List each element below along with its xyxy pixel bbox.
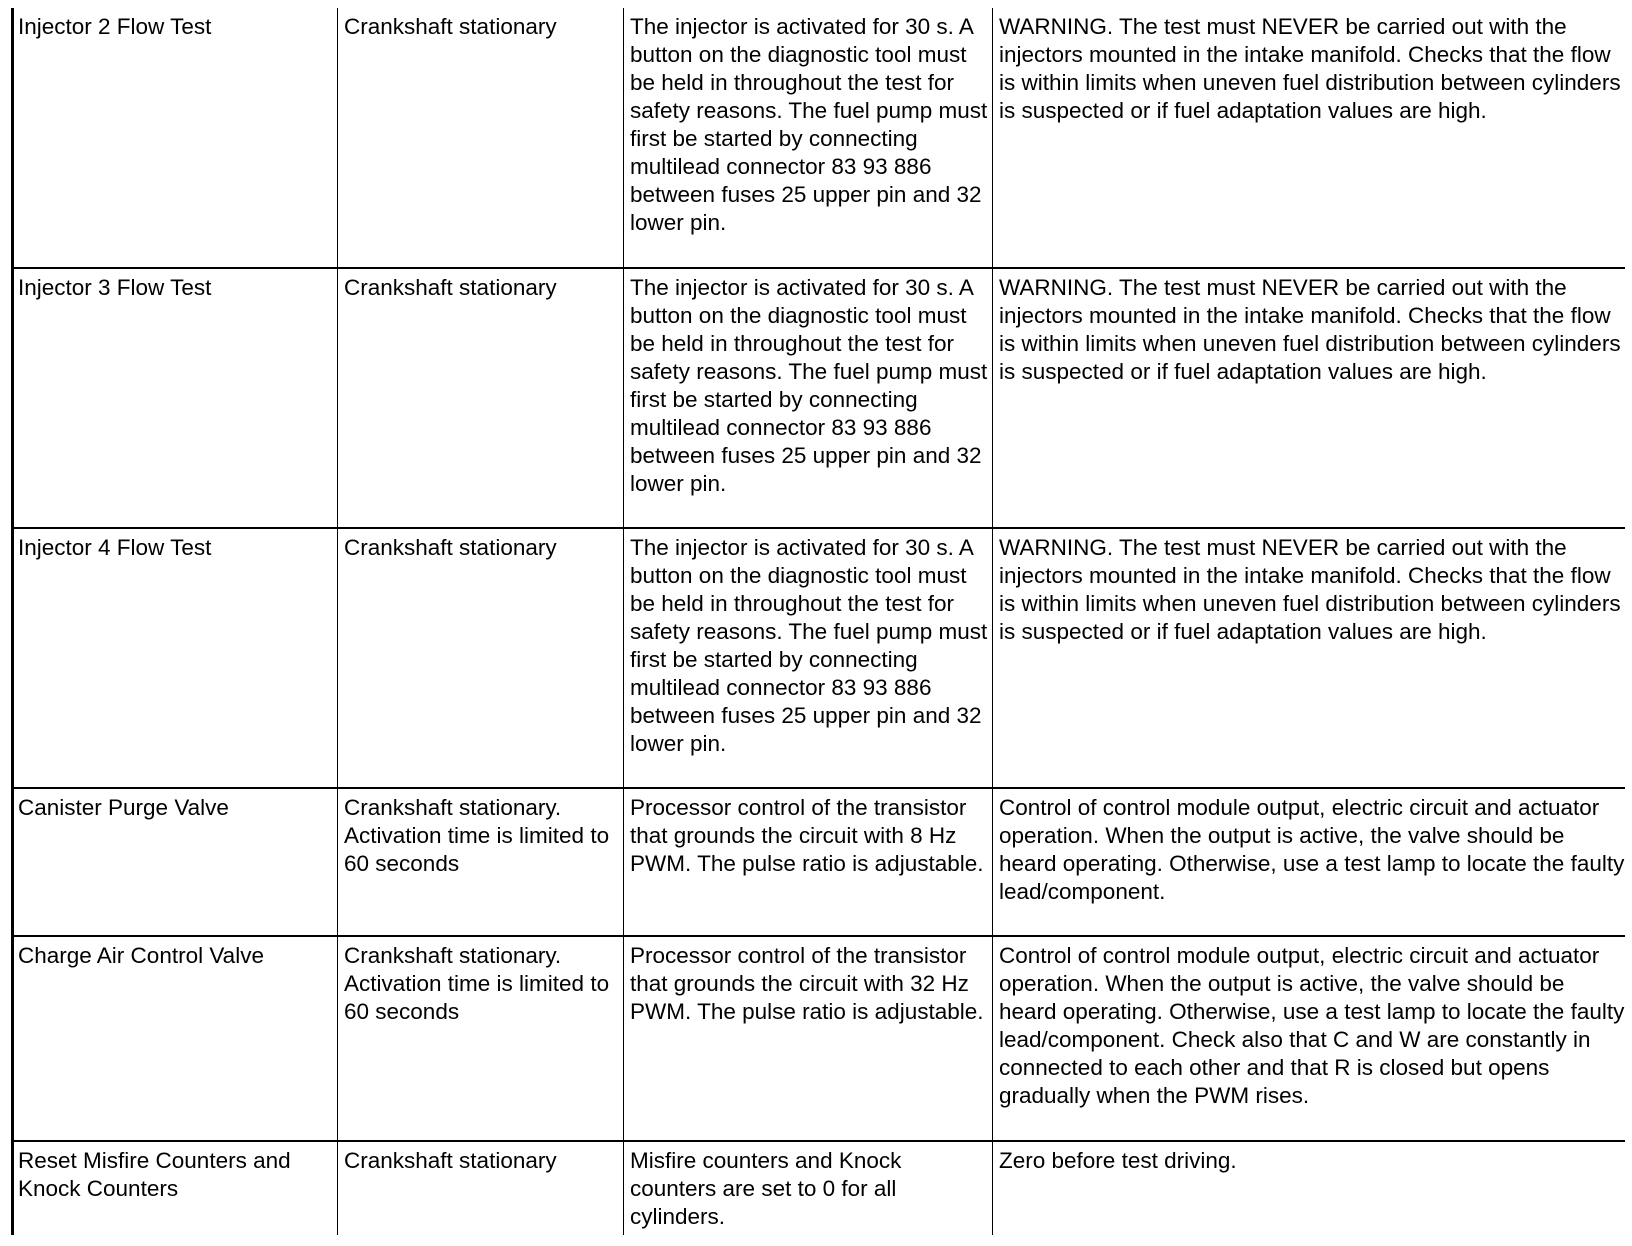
test-name-cell [13, 788, 338, 936]
test-description: The injector is activated for 30 s. A button on the diagnostic tool must be held in throughout the test for safety reasons. The fuel pump must first be started by connecting multilead connector 83 93 886 between fuses 25 upper pin and 32 lower pin. [630, 535, 988, 756]
test-description: Processor control of the transistor that grounds the circuit with 32 Hz PWM. The pulse ratio is adjustable. [630, 943, 984, 1024]
test-conditions: Crankshaft stationary [344, 535, 557, 560]
table-row [13, 8, 1625, 268]
conditions-cell [338, 528, 624, 788]
test-notes: WARNING. The test must NEVER be carried out with the injectors mounted in the intake manifold. Checks that the flow is within limits when uneven fuel distribution between cylinders is suspected or if fuel adaptation values are high. [999, 14, 1621, 123]
conditions-cell [338, 8, 624, 268]
test-notes: Control of control module output, electric circuit and actuator operation. When the output is active, the valve should be heard operating. Otherwise, use a test lamp to locate the faulty lead/component. [999, 795, 1625, 904]
test-name-cell [13, 268, 338, 528]
test-description: Processor control of the transistor that grounds the circuit with 8 Hz PWM. The pulse ratio is adjustable. [630, 795, 984, 876]
conditions-cell [338, 268, 624, 528]
description-cell [624, 788, 993, 936]
test-notes: WARNING. The test must NEVER be carried out with the injectors mounted in the intake manifold. Checks that the flow is within limits when uneven fuel distribution between cylinders is suspected or if fuel adaptation values are high. [999, 535, 1621, 644]
description-cell [624, 528, 993, 788]
notes-cell [993, 8, 1625, 268]
table-row [13, 1141, 1625, 1235]
notes-cell [993, 788, 1625, 936]
test-name: Injector 3 Flow Test [18, 275, 212, 300]
notes-cell [993, 936, 1625, 1141]
test-conditions: Crankshaft stationary [344, 14, 557, 39]
table-row [13, 936, 1625, 1141]
test-name-cell [13, 528, 338, 788]
description-cell [624, 1141, 993, 1235]
description-cell [624, 936, 993, 1141]
notes-cell [993, 1141, 1625, 1235]
test-name-cell [13, 936, 338, 1141]
conditions-cell [338, 936, 624, 1141]
test-conditions: Crankshaft stationary. Activation time is limited to 60 seconds [344, 795, 610, 876]
table-row [13, 788, 1625, 936]
test-conditions: Crankshaft stationary [344, 1148, 557, 1173]
table-row [13, 528, 1625, 788]
notes-cell [993, 268, 1625, 528]
test-description: The injector is activated for 30 s. A button on the diagnostic tool must be held in throughout the test for safety reasons. The fuel pump must first be started by connecting multilead connector 83 93 886 between fuses 25 upper pin and 32 lower pin. [630, 14, 988, 235]
diagnostic-test-table [11, 8, 1625, 1235]
description-cell [624, 268, 993, 528]
notes-cell [993, 528, 1625, 788]
conditions-cell [338, 788, 624, 936]
test-notes: WARNING. The test must NEVER be carried out with the injectors mounted in the intake manifold. Checks that the flow is within limits when uneven fuel distribution between cylinders is suspected or if fuel adaptation values are high. [999, 275, 1621, 384]
test-name: Injector 4 Flow Test [18, 535, 212, 560]
test-name-cell [13, 1141, 338, 1235]
test-name-cell [13, 8, 338, 268]
test-notes: Control of control module output, electric circuit and actuator operation. When the output is active, the valve should be heard operating. Otherwise, use a test lamp to locate the faulty lead/component. Check also that C and W are constantly in connected to each other and that R is closed but opens gradually when the PWM rises. [999, 943, 1625, 1108]
description-cell [624, 8, 993, 268]
conditions-cell [338, 1141, 624, 1235]
test-notes: Zero before test driving. [999, 1148, 1237, 1173]
test-description: The injector is activated for 30 s. A button on the diagnostic tool must be held in throughout the test for safety reasons. The fuel pump must first be started by connecting multilead connector 83 93 886 between fuses 25 upper pin and 32 lower pin. [630, 275, 988, 496]
table-row [13, 268, 1625, 528]
test-description: Misfire counters and Knock counters are set to 0 for all cylinders. [630, 1148, 902, 1229]
test-name: Canister Purge Valve [18, 795, 229, 820]
test-conditions: Crankshaft stationary [344, 275, 557, 300]
test-name: Reset Misfire Counters and Knock Counters [18, 1148, 291, 1201]
test-name: Charge Air Control Valve [18, 943, 264, 968]
test-name: Injector 2 Flow Test [18, 14, 212, 39]
test-conditions: Crankshaft stationary. Activation time is limited to 60 seconds [344, 943, 610, 1024]
